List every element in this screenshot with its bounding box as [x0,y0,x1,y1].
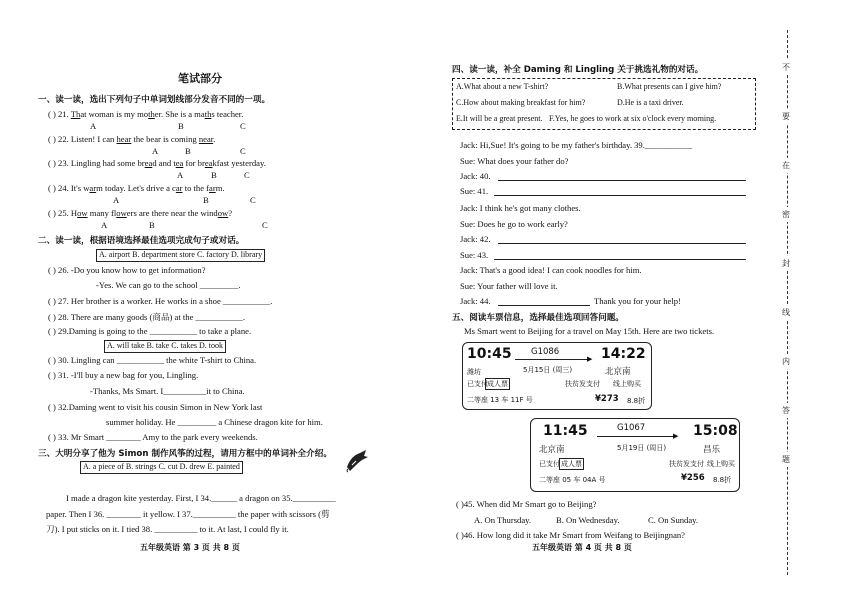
dialogue-line: Sue: 43. [460,250,489,260]
arrival-time: 15:08 [693,423,738,439]
payment-method: 扶贫发支付 [565,380,600,388]
departure-time: 10:45 [467,346,512,362]
paid-status: 已支付 [467,380,488,388]
option-letter: A [177,170,184,180]
arrow-icon: ▶ [587,355,593,363]
binding-char: 答 [782,403,790,418]
binding-char: 密 [782,207,790,222]
option-letter: A [152,146,159,156]
ticket-price: ¥256 [681,473,705,483]
option-letter: C [262,220,268,230]
question-28: ( ) 28. There are many goods (商品) at the ___________. [48,312,245,322]
dialogue-line: Sue: What does your father do? [460,156,569,166]
ticket-price: ¥273 [595,394,619,404]
question-32: ( ) 32.Daming went to visit his cousin Simon in New York last [48,402,263,412]
question-30: ( ) 30. Lingling can ___________ the white T-shirt to China. [48,355,257,365]
option-b: B.What presents can I give him? [617,82,722,91]
question-23: ( ) 23. Lingling had some bread and tea for breakfast yesterday. [48,158,266,168]
discount: 8.8折 [627,397,646,405]
passage-line-2: paper. Then I 36. ________ it yellow. I 37.__________ the paper with scissors (剪 [46,509,330,519]
seat-info: 二等座 13 车 11F 号 [467,396,533,404]
seat-info: 二等座 05 车 04A 号 [539,476,606,484]
option-letter: A [113,195,120,205]
question-31-answer: -Thanks, Ms Smart. I__________it to China. [90,386,245,396]
option-letter: C [250,195,256,205]
answer-line [494,259,746,260]
answer-line [494,195,746,196]
option-letter: B [149,220,155,230]
option-letter: C [244,170,250,180]
section-4-heading: 四、读一读，补全 Daming 和 Lingling 关于挑选礼物的对话。 [452,65,704,75]
binding-char: 线 [782,305,790,320]
q45-option-b: B. On Wednesday. [556,515,620,525]
section-5-intro: Ms Smart went to Beijing for a travel on May 15th. Here are two tickets. [464,326,715,336]
purchase-channel: 线上购买 [707,460,735,468]
arrow-line [597,436,677,437]
question-29: ( ) 29.Daming is going to the ___________ to take a plane. [48,326,252,336]
arrival-time: 14:22 [601,346,646,362]
departure-time: 11:45 [543,423,588,439]
paid-status: 已支付 [539,460,560,468]
question-32-cont: summer holiday. He _________ a Chinese dragon kite for him. [106,417,323,427]
option-f: F.Yes, he goes to work at six o'clock every morning. [549,114,717,123]
dialogue-line: Jack: 44. [460,296,491,306]
option-letter: A [101,220,108,230]
train-ticket-2 [530,418,740,492]
question-26-answer: -Yes. We can go to the school _________. [96,280,241,290]
dialogue-line: Sue: 41. [460,186,489,196]
option-letter: C [240,146,246,156]
dialogue-line: Sue: Does he go to work early? [460,219,568,229]
section-2-heading: 二、读一读，根据语境选择最佳选项完成句子或对话。 [38,236,245,246]
question-46: ( )46. How long did it take Mr Smart from Weifang to Beijingnan? [456,530,685,540]
option-letter: A [90,121,97,131]
binding-char: 在 [782,158,790,173]
option-letter: C [240,121,246,131]
binding-char: 题 [782,452,790,467]
word-box: A. airport B. department store C. factory D. library [96,249,265,262]
page-footer: 五年级英语 第 4 页 共 8 页 [532,543,632,552]
binding-char: 封 [782,256,790,271]
travel-date: 5月19日 (周日) [617,444,667,452]
section-1-heading: 一、读一读，选出下列句子中单词划线部分发音不同的一项。 [38,95,271,105]
from-station: 潍坊 [467,368,481,376]
dialogue-line: Jack: 40. [460,171,491,181]
binding-char: 内 [782,354,790,369]
q45-option-c: C. On Sunday. [648,515,699,525]
question-24: ( ) 24. It's warm today. Let's drive a car to the farm. [48,183,225,193]
option-letter: B [211,170,217,180]
question-25: ( ) 25. How many flowers are there near the window? [48,208,233,218]
question-22: ( ) 22. Listen! I can hear the bear is coming near. [48,134,216,144]
answer-line [498,305,590,306]
option-letter: B [185,146,191,156]
arrow-line [515,359,591,360]
option-e: E.It will be a great present. [456,114,543,123]
question-21: ( ) 21. That woman is my mother. She is a maths teacher. [48,109,244,119]
arrow-icon: ▶ [673,432,679,440]
dialogue-line: Jack: Hi,Sue! It's going to be my father's birthday. 39.___________ [460,140,693,150]
from-station: 北京南 [539,445,565,455]
dialogue-line: Jack: I think he's got many clothes. [460,203,581,213]
to-station: 昌乐 [703,445,721,455]
question-27: ( ) 27. Her brother is a worker. He works in a shoe ___________. [48,296,273,306]
answer-line [498,180,746,181]
ticket-badge: 成人票 [487,380,508,388]
train-number: G1067 [617,423,646,433]
payment-method: 扶贫发支付 [669,460,704,468]
dragon-kite-icon [344,447,370,478]
question-26: ( ) 26. -Do you know how to get information? [48,265,206,275]
train-ticket-1 [462,342,652,410]
question-33: ( ) 33. Mr Smart ________ Amy to the park every weekends. [48,432,258,442]
dialogue-line: Jack: 42. [460,234,491,244]
answer-line [498,243,746,244]
dialogue-line: Sue: Your father will love it. [460,281,558,291]
option-d: D.He is a taxi driver. [617,98,684,107]
binding-text [782,60,790,467]
option-c: C.How about making breakfast for him? [456,98,586,107]
passage-line-3: 刀). I put sticks on it. I tied 38. __________ to it. At last, I could fly it. [46,524,289,534]
dialogue-line: Jack: That's a good idea! I can cook noodles for him. [460,265,642,275]
binding-char: 要 [782,109,790,124]
option-letter: B [203,195,209,205]
travel-date: 5月15日 (周三) [523,366,573,374]
question-45: ( )45. When did Mr Smart go to Beijing? [456,499,597,509]
question-31: ( ) 31. -I'll buy a new bag for you, Lingling. [48,370,199,380]
option-box [452,78,756,130]
dialogue-line: Thank you for your help! [594,296,681,306]
purchase-channel: 线上购买 [613,380,641,388]
page-title: 笔试部分 [178,72,222,85]
passage-line-1: I made a dragon kite yesterday. First, I 34.______ a dragon on 35.__________ [66,493,336,503]
section-5-heading: 五、阅读车票信息，选择最佳选项回答问题。 [452,313,624,323]
option-box: A. will take B. take C. takes D. took [104,340,226,353]
discount: 8.8折 [713,476,732,484]
word-box: A. a piece of B. strings C. cut D. drew E. painted [80,461,243,474]
page-footer: 五年级英语 第 3 页 共 8 页 [140,543,240,552]
option-letter: B [178,121,184,131]
train-number: G1086 [531,347,560,357]
q45-option-a: A. On Thursday. [474,515,532,525]
section-3-heading: 三、大明分享了他为 Simon 制作风筝的过程，请用方框中的单词补全介绍。 [38,449,332,459]
binding-char: 不 [782,60,790,75]
option-a: A.What about a new T-shirt? [456,82,549,91]
ticket-badge: 成人票 [561,460,582,468]
to-station: 北京南 [605,367,631,377]
